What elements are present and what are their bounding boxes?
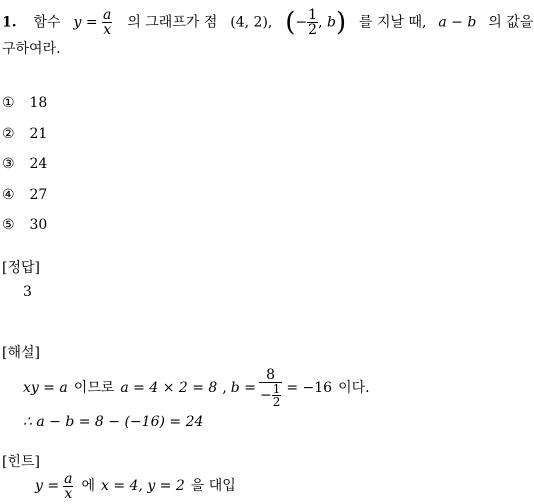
explanation-label: [해설]: [2, 345, 40, 361]
explanation-b-den-fraction: [272, 383, 282, 408]
hint-denominator: x: [64, 485, 73, 502]
explanation-b-numerator: 8: [266, 367, 276, 383]
hint-fraction: [63, 472, 73, 501]
explanation-b-den-den: 2: [272, 395, 281, 409]
point-2-sep: ,: [318, 14, 323, 31]
point-2-fraction: [307, 8, 318, 37]
hint-line: [35, 470, 236, 502]
question-text-1: 의 그래프가 점: [127, 14, 218, 31]
choice-4-value: 27: [29, 187, 48, 203]
explanation-xy: xy = a: [23, 380, 68, 396]
explanation-b-fraction: [259, 368, 282, 408]
choice-1[interactable]: [2, 96, 47, 110]
question-text-2: 를 지날 때,: [359, 14, 427, 31]
point-2-neg: −: [295, 14, 308, 31]
question-number: 1.: [2, 14, 17, 31]
answer-value: 3: [23, 284, 32, 300]
explanation-line-1: [23, 360, 370, 416]
function-numerator: a: [103, 7, 112, 23]
explanation-comma: ,: [222, 380, 227, 396]
explanation-b-den-num: 1: [272, 382, 281, 396]
question-expression: a − b: [438, 14, 477, 31]
choice-1-mark: ①: [2, 95, 15, 111]
choice-2[interactable]: [2, 127, 47, 141]
question-line-2: 구하여라.: [2, 41, 61, 57]
explanation-b-den-neg: −: [259, 387, 272, 404]
explanation-text-since: 이므로: [73, 380, 115, 396]
hint-lhs: y =: [35, 478, 60, 494]
question-stem-prefix: 함수: [33, 14, 61, 31]
choice-4[interactable]: [2, 188, 47, 202]
choice-5-mark: ⑤: [2, 217, 15, 233]
choice-4-mark: ④: [2, 187, 15, 203]
explanation-b-lhs: b =: [230, 380, 256, 396]
point-1: (4, 2),: [230, 14, 273, 31]
function-denominator: x: [103, 22, 112, 38]
choice-2-mark: ②: [2, 126, 15, 142]
explanation-b-result: = −16: [286, 380, 333, 396]
explanation-text-is: 이다.: [338, 380, 370, 396]
hint-values: x = 4, y = 2: [100, 478, 185, 494]
choice-1-value: 18: [29, 95, 48, 111]
hint-text-mid: 에: [81, 478, 95, 494]
point-2-denominator: 2: [308, 22, 318, 38]
choice-2-value: 21: [29, 126, 48, 142]
question-line-1: [2, 8, 533, 38]
hint-text-end: 을 대입: [190, 478, 236, 494]
paren-open: (: [285, 7, 296, 38]
paren-close: ): [335, 7, 347, 38]
choice-5[interactable]: [2, 218, 47, 232]
function-lhs: y =: [73, 14, 98, 31]
function-fraction: [102, 8, 112, 37]
choice-5-value: 30: [29, 217, 48, 233]
hint-numerator: a: [64, 470, 73, 487]
question-text-3: 의 값을: [488, 14, 534, 31]
hint-label: [힌트]: [2, 454, 40, 470]
explanation-a-value: a = 4 × 2 = 8: [120, 380, 218, 396]
point-2-b: b: [326, 14, 336, 31]
explanation-line-2: ∴ a − b = 8 − (−16) = 24: [23, 414, 204, 430]
choice-3-value: 24: [29, 156, 48, 172]
choice-3[interactable]: [2, 157, 47, 171]
answer-label: [정답]: [2, 260, 40, 276]
point-2-numerator: 1: [308, 7, 318, 23]
choice-3-mark: ③: [2, 156, 15, 172]
explanation-b-denominator: [259, 382, 282, 408]
